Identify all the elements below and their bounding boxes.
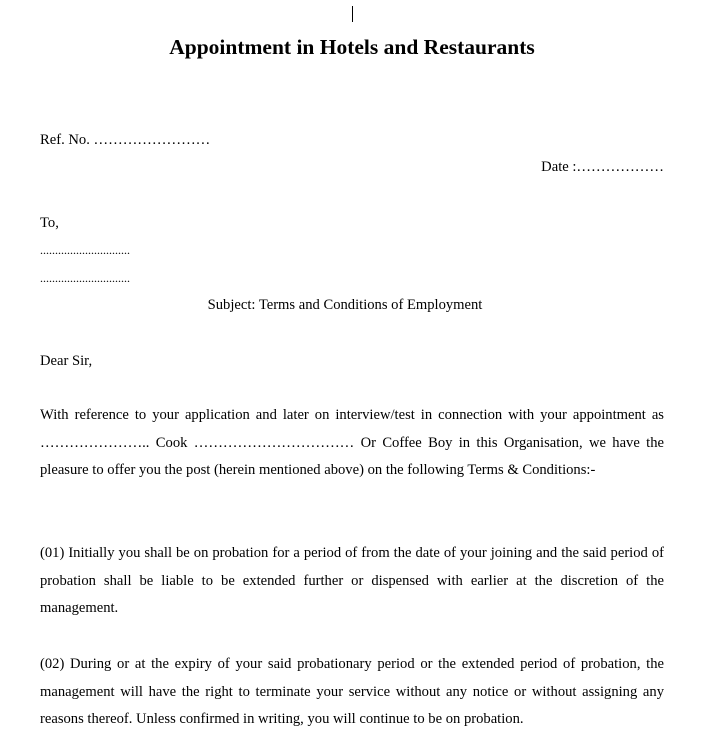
body-paragraph-intro: With reference to your application and later on interview/test in connection with your appointment as ………………….. Cook …………………………… Or Coffee Boy in this Organisation, we have the pleasure to offer you the post (herein mentioned above) on the following Terms & Conditions:- [40, 407, 664, 479]
subject-line: Subject: Terms and Conditions of Employment [207, 297, 483, 313]
document-title: Appointment in Hotels and Restaurants [169, 35, 535, 59]
date-line: Date :……………… [541, 159, 664, 175]
recipient-label: To, [40, 215, 59, 231]
body-paragraph-termination: (02) During or at the expiry of your said probationary period or the extended period of probation, the management will have the right to terminate your service without any notice or without assigning any reasons thereof. Unless confirmed in writing, you will continue to be on probation. [40, 656, 664, 728]
body-paragraph-probation: (01) Initially you shall be on probation for a period of from the date of your joining and the said period of probation shall be liable to be extended further or dispensed with earlier at the discretion of the management. [40, 545, 664, 617]
reference-number-line: Ref. No. …………………… [40, 132, 211, 148]
salutation: Dear Sir, [40, 353, 93, 369]
text-cursor [352, 6, 353, 22]
recipient-address-line-2: .............................. [40, 271, 130, 285]
recipient-address-line-1: .............................. [40, 243, 130, 257]
